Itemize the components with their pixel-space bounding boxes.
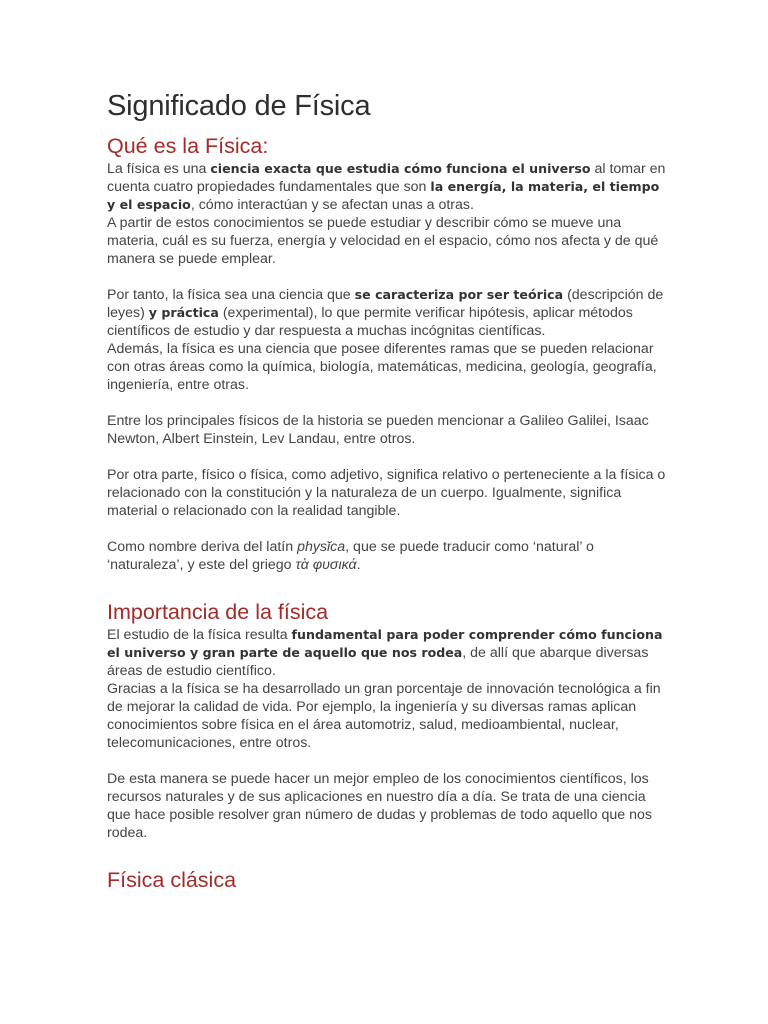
paragraph: Gracias a la física se ha desarrollado un gran porcentaje de innovación tecnológica a fin de mejorar la calidad de vida. Por ejemplo, la ingeniería y su diversas ramas aplican conocimientos sobre física en el área automotriz, salud, medioambiental, nuclear, telecomunicaciones, entre otros. [107, 681, 661, 751]
section-heading-que-es: Qué es la Física: [107, 134, 269, 158]
paragraph: Por otra parte, físico o física, como adjetivo, significa relativo o perteneciente a la física o relacionado con la constitución y la naturaleza de un cuerpo. Igualmente, significa material o relacionado con la realidad tangible. [107, 467, 666, 519]
paragraph: La física es una ciencia exacta que estudia cómo funciona el universo al tomar en cuenta cuatro propiedades fundamentales que son la energía, la materia, el tiempo y el espacio, cómo interactúan y se afectan unas a otras. [107, 161, 666, 213]
paragraph: De esta manera se puede hacer un mejor empleo de los conocimientos científicos, los recursos naturales y de sus aplicaciones en nuestro día a día. Se trata de una ciencia que hace posible resolver gran número de dudas y problemas de todo aquello que nos rodea. [107, 771, 653, 841]
page-title: Significado de Física [107, 90, 371, 122]
section-heading-importancia: Importancia de la física [107, 600, 329, 624]
paragraph: Además, la física es una ciencia que posee diferentes ramas que se pueden relacionar con otras áreas como la química, biología, matemáticas, medicina, geología, geografía, ingeniería, entre otras. [107, 341, 657, 393]
paragraph: El estudio de la física resulta fundamental para poder comprender cómo funciona el universo y gran parte de aquello que nos rodea, de allí que abarque diversas áreas de estudio científico. [107, 627, 663, 679]
paragraph: Por tanto, la física sea una ciencia que se caracteriza por ser teórica (descripción de leyes) y práctica (experimental), lo que permite verificar hipótesis, aplicar métodos científicos de estudio y dar respuesta a muchas incógnitas científicas. [107, 287, 664, 339]
paragraph: Como nombre deriva del latín physĭca, que se puede traducir como ‘natural’ o ‘naturaleza’, y este del griego τὰ φυσικά. [107, 539, 594, 573]
paragraph: Entre los principales físicos de la historia se pueden mencionar a Galileo Galilei, Isaac Newton, Albert Einstein, Lev Landau, entre otros. [107, 413, 649, 447]
section-heading-fisica-clasica: Física clásica [107, 868, 237, 892]
document-page [107, 88, 667, 894]
paragraph: A partir de estos conocimientos se puede estudiar y describir cómo se mueve una materia, cuál es su fuerza, energía y velocidad en el espacio, cómo nos afecta y de qué manera se puede emplear. [107, 215, 659, 267]
